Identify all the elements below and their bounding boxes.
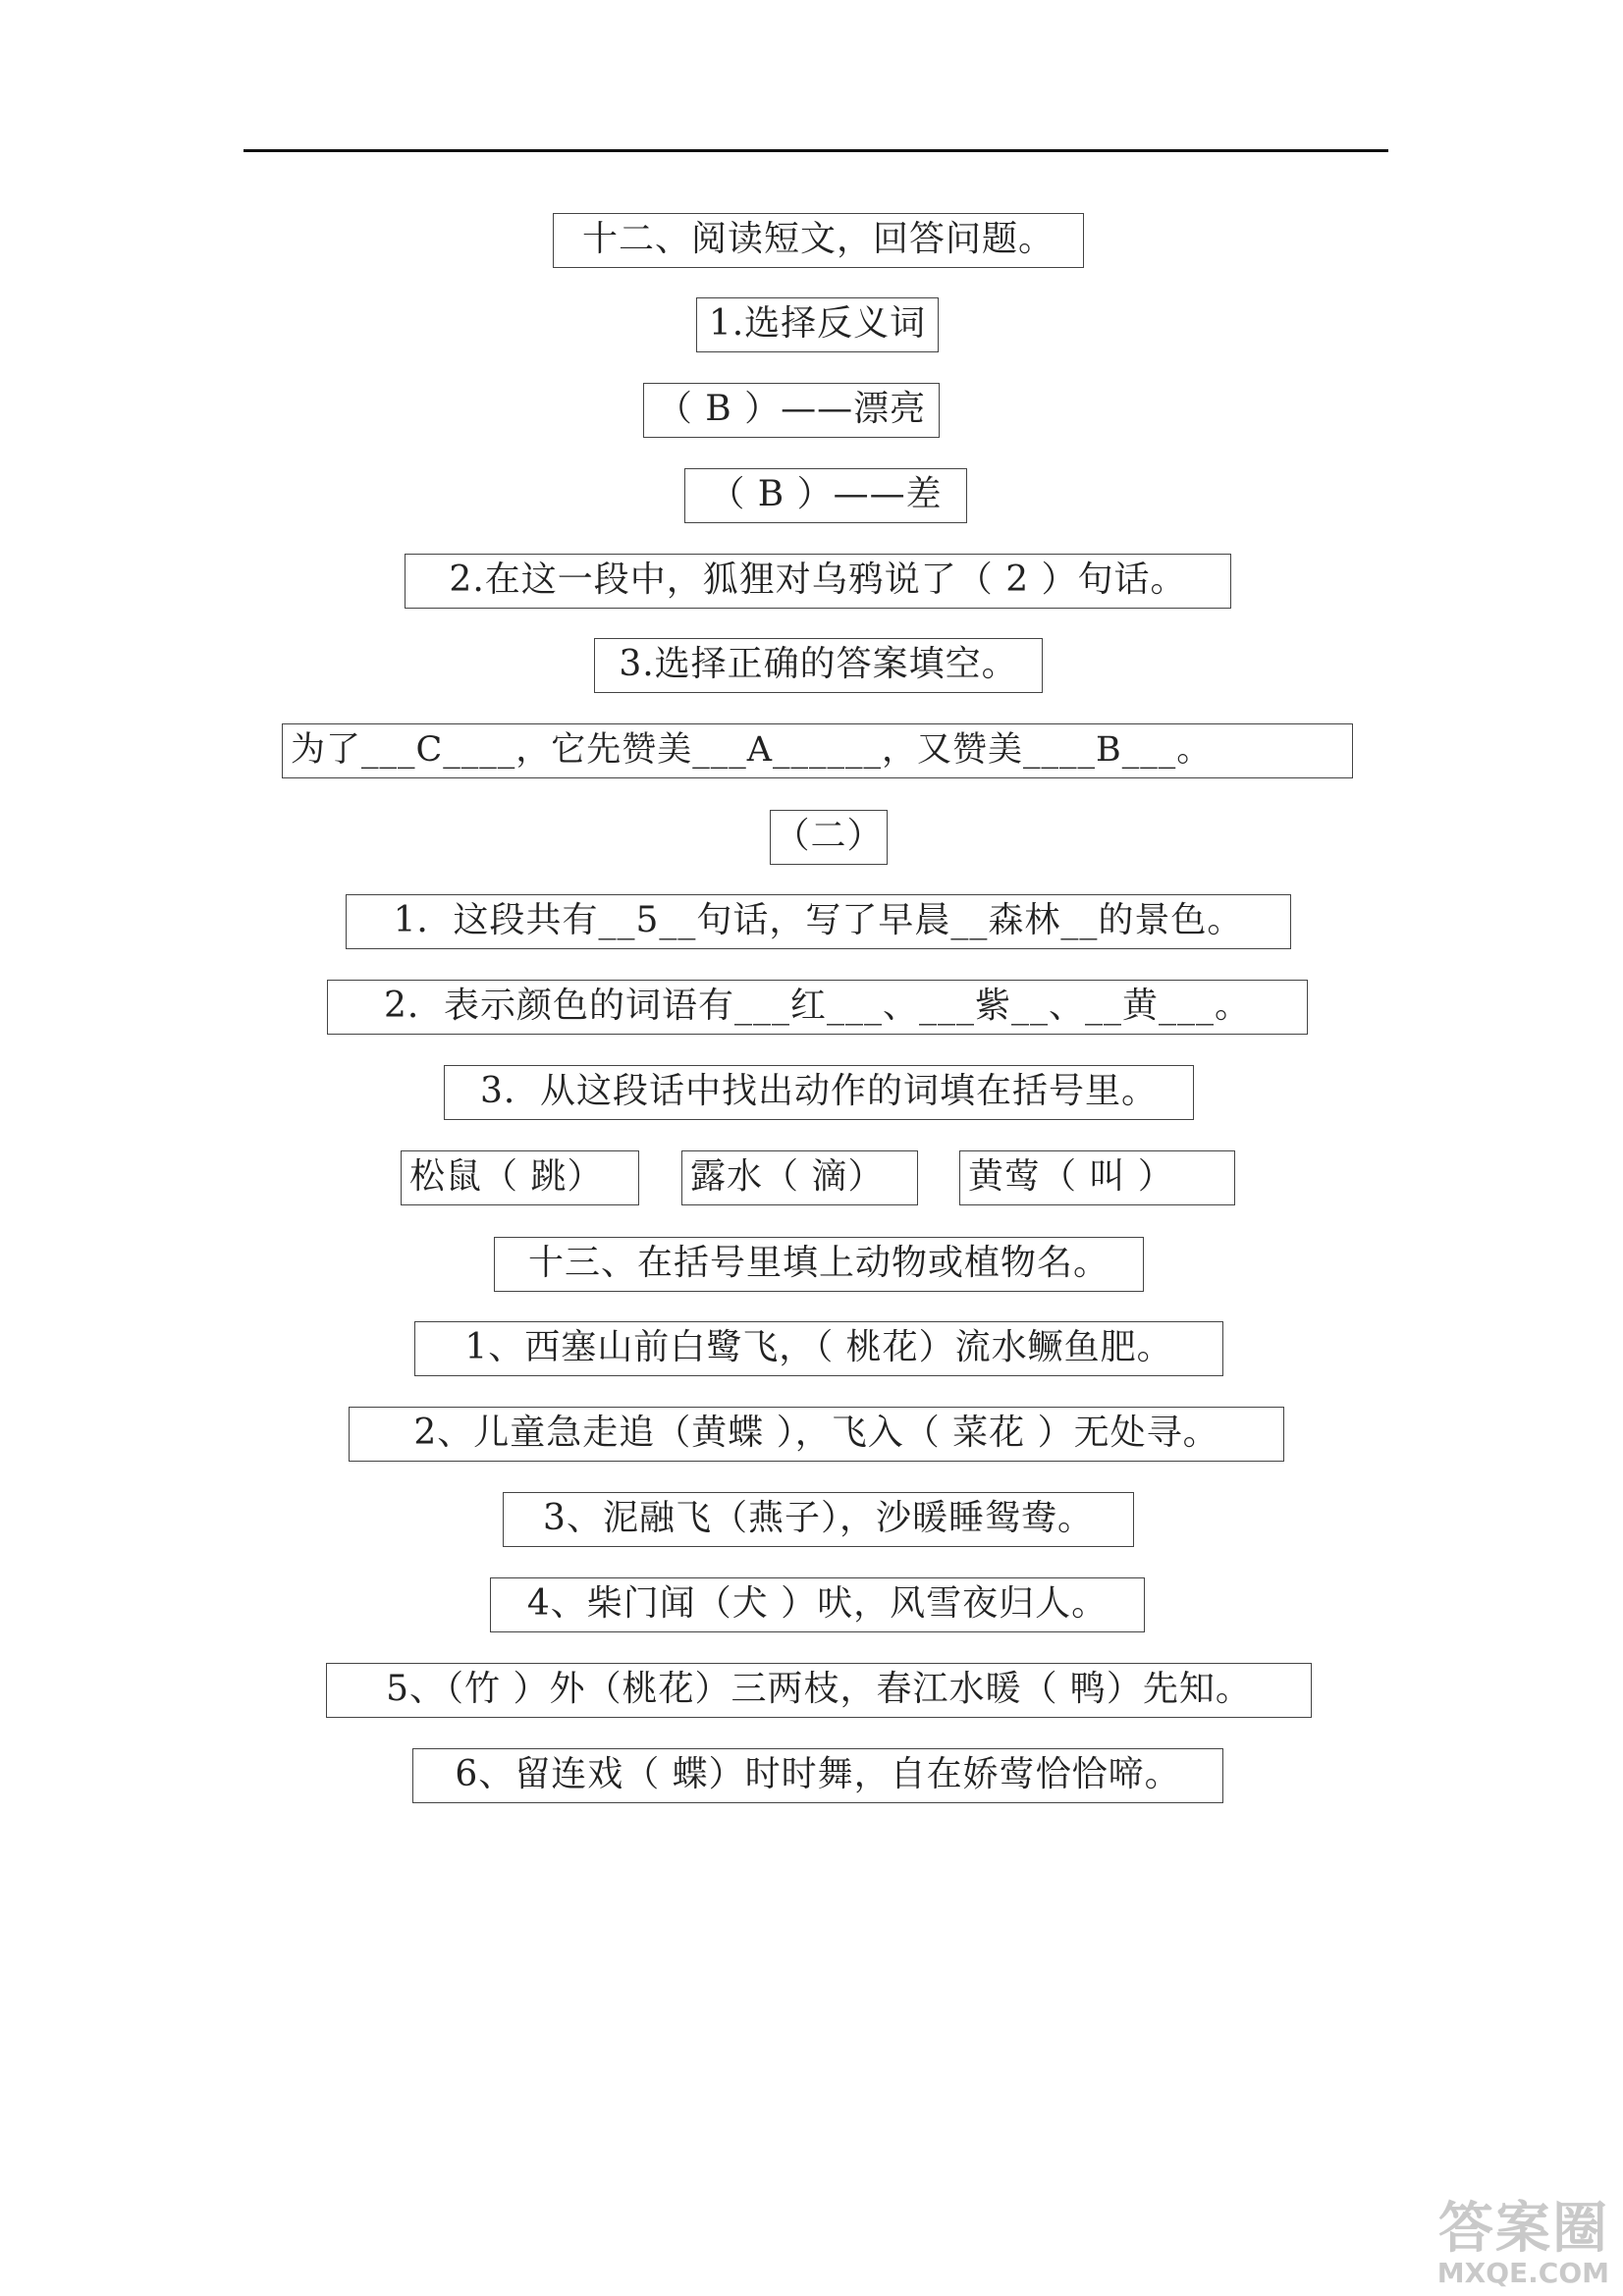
p2-q3-heading: 3．从这段话中找出动作的词填在括号里。 [444, 1065, 1194, 1120]
q3-fill-answer: 为了___C____，它先赞美___A______，又赞美____B___。 [282, 723, 1353, 778]
poem-line-2: 2、儿童急走追（黄蝶 ），飞入（ 菜花 ）无处寻。 [349, 1407, 1284, 1462]
watermark-url: MXQE.COM [1436, 2257, 1609, 2289]
part-2-heading: （二） [770, 810, 888, 865]
watermark-logo: 答案圈 [1438, 2197, 1609, 2261]
poem-line-4: 4、柴门闻（犬 ）吠，风雪夜归人。 [490, 1577, 1145, 1632]
p2-q1-answer: 1．这段共有__5__句话，写了早晨__森林__的景色。 [346, 894, 1291, 949]
section-12-heading: 十二、阅读短文，回答问题。 [553, 213, 1084, 268]
q2-fox-sentences: 2.在这一段中，狐狸对乌鸦说了（ 2 ）句话。 [405, 554, 1231, 609]
q3-choose-heading: 3.选择正确的答案填空。 [594, 638, 1043, 693]
q1-answer-cha: （ B ）——差 [684, 468, 967, 523]
poem-line-1: 1、西塞山前白鹭飞，（ 桃花）流水鳜鱼肥。 [414, 1321, 1223, 1376]
watermark [1436, 2197, 1609, 2289]
q1-antonym-heading: 1.选择反义词 [696, 297, 939, 352]
header-rule [243, 149, 1388, 152]
p2-q2-colors-answer: 2．表示颜色的词语有___红___、___紫__、__黄___。 [327, 980, 1308, 1035]
verb-huangying: 黄莺（ 叫 ） [959, 1150, 1235, 1205]
q1-answer-piaoliang: （ B ）——漂亮 [643, 383, 940, 438]
poem-line-6: 6、留连戏（ 蝶）时时舞，自在娇莺恰恰啼。 [412, 1748, 1223, 1803]
poem-line-3: 3、泥融飞（燕子），沙暖睡鸳鸯。 [503, 1492, 1134, 1547]
poem-line-5: 5、（竹 ）外（桃花）三两枝，春江水暖（ 鸭）先知。 [326, 1663, 1312, 1718]
verb-songshu: 松鼠（ 跳） [401, 1150, 639, 1205]
verb-loushui: 露水（ 滴） [681, 1150, 918, 1205]
section-13-heading: 十三、在括号里填上动物或植物名。 [494, 1237, 1144, 1292]
